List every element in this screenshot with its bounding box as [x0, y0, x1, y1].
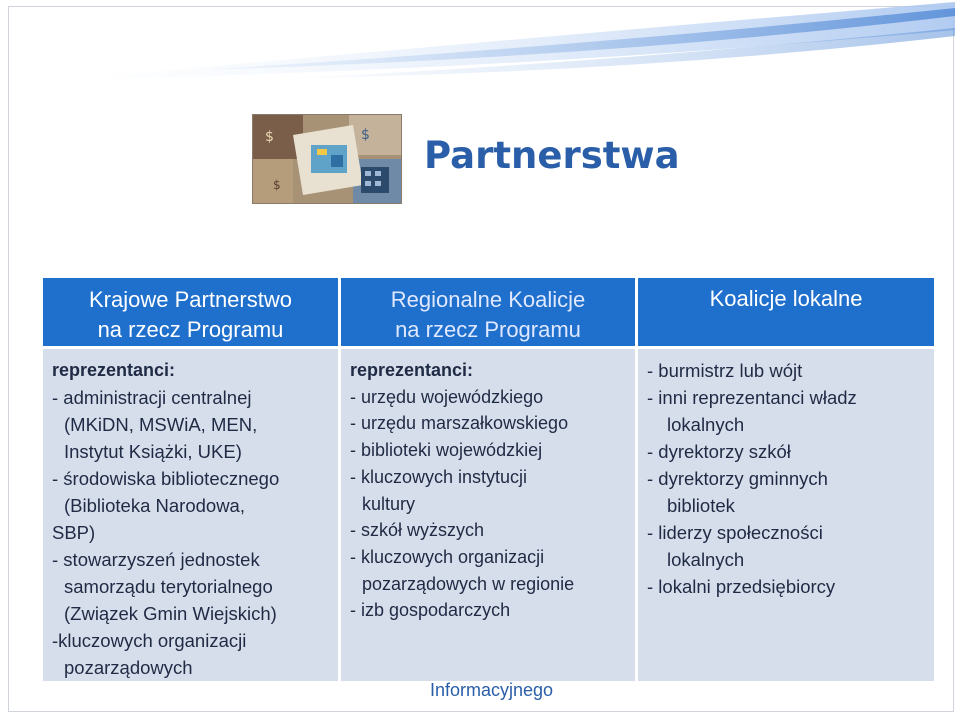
list-item: - szkół wyższych	[350, 520, 485, 541]
list-item: pozarządowych w regionie	[362, 573, 575, 594]
list-item: - lokalni przedsiębiorcy	[647, 576, 836, 597]
list-item: Instytut Książki, UKE)	[64, 441, 242, 462]
list-item: - kluczowych organizacji	[350, 546, 545, 567]
list-item: (MKiDN, MSWiA, MEN,	[64, 414, 258, 435]
list-item: lokalnych	[667, 414, 745, 435]
column-header-national	[43, 278, 338, 346]
representatives-heading: reprezentanci:	[52, 360, 176, 380]
list-item: - stowarzyszeń jednostek	[52, 549, 260, 570]
column-header-line: na rzecz Programu	[97, 317, 284, 342]
list-item: pozarządowych	[64, 657, 193, 678]
list-item: samorządu terytorialnego	[64, 576, 273, 597]
list-item: - środowiska bibliotecznego	[52, 468, 280, 489]
list-item: (Biblioteka Narodowa,	[64, 495, 245, 516]
column-header-line: na rzecz Programu	[395, 317, 581, 342]
list-item: - dyrektorzy szkół	[647, 441, 791, 462]
list-item: - kluczowych instytucji	[350, 466, 528, 487]
list-item: - liderzy społeczności	[647, 522, 823, 543]
list-item: - izb gospodarczych	[350, 600, 511, 621]
column-header-regional	[341, 278, 635, 346]
list-item: SBP)	[52, 522, 96, 543]
list-item: bibliotek	[667, 495, 735, 516]
column-body-regional	[341, 349, 635, 681]
svg-text:$: $	[361, 127, 370, 143]
footer-text: Informacyjnego	[430, 680, 554, 700]
list-item: - administracji centralnej	[52, 387, 252, 408]
list-item: lokalnych	[667, 549, 745, 570]
list-item: - dyrektorzy gminnych	[647, 468, 828, 489]
partnership-illustration	[252, 114, 402, 204]
list-item: kultury	[362, 493, 416, 514]
column-body-local	[638, 349, 934, 681]
list-item: - inni reprezentanci władz	[647, 387, 857, 408]
column-header-local	[638, 278, 934, 346]
list-item: - biblioteki wojewódzkiej	[350, 440, 543, 461]
list-item: - burmistrz lub wójt	[647, 360, 803, 381]
list-item: (Związek Gmin Wiejskich)	[64, 603, 277, 624]
list-item: -kluczowych organizacji	[52, 630, 247, 651]
column-header-line: Krajowe Partnerstwo	[89, 287, 292, 312]
column-header-line: Koalicje lokalne	[709, 286, 863, 311]
column-body-national	[43, 349, 338, 681]
representatives-heading: reprezentanci:	[350, 360, 474, 380]
svg-text:$: $	[265, 129, 274, 145]
svg-text:$: $	[273, 178, 281, 192]
slide-title: Partnerstwa	[424, 134, 680, 177]
column-header-line: Regionalne Koalicje	[390, 287, 586, 312]
list-item: - urzędu marszałkowskiego	[350, 413, 569, 434]
list-item: - urzędu wojewódzkiego	[350, 386, 544, 407]
decorative-swoosh	[0, 0, 960, 110]
